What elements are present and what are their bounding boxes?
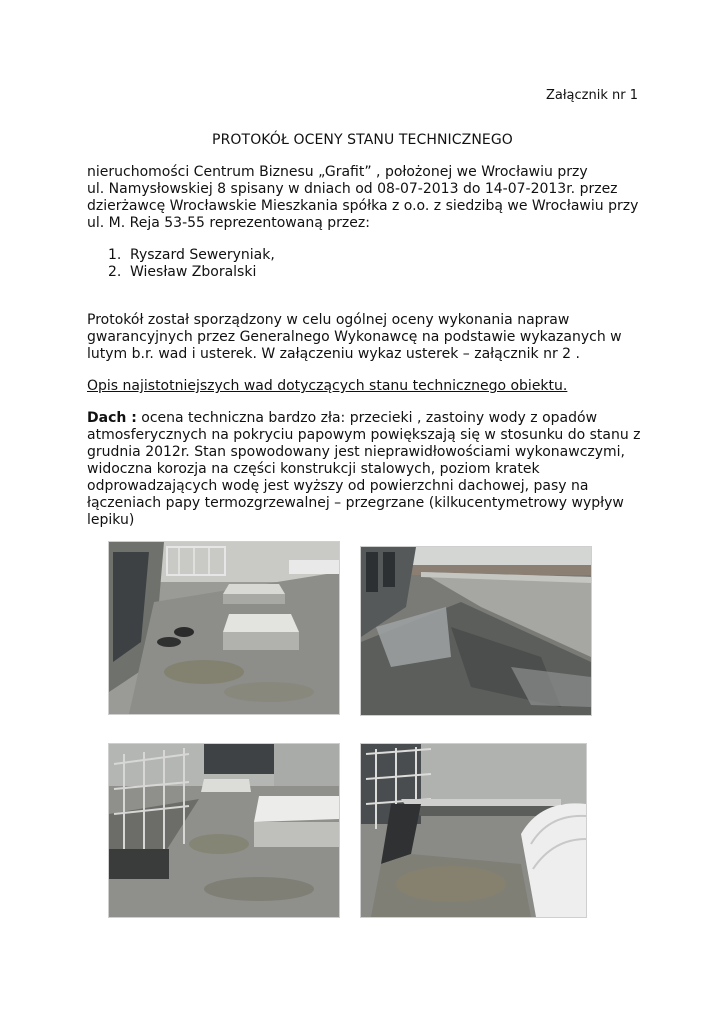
intro-line-4: ul. M. Reja 53-55 reprezentowaną przez:	[87, 215, 370, 231]
list-number: 2.	[108, 264, 122, 280]
roof-line-2: atmosferycznych na pokryciu papowym powiększają się w stosunku do stanu z	[87, 427, 641, 443]
section-heading: Opis najistotniejszych wad dotyczących stanu technicznego obiektu.	[87, 378, 568, 394]
representative-name: Wiesław Zboralski	[130, 264, 257, 280]
roof-line-6: łączeniach papy termozgrzewalnej – przegrzane (kilkucentymetrowy wypływ	[87, 495, 624, 511]
roof-photo-skylights	[108, 541, 340, 715]
intro-line-2: ul. Namysłowskiej 8 spisany w dniach od 08-07-2013 do 14-07-2013r. przez	[87, 181, 618, 197]
annex-label: Załącznik nr 1	[545, 88, 638, 103]
roof-label: Dach :	[87, 410, 137, 426]
roof-assessment: ocena techniczna bardzo zła: przecieki , zastoiny wody z opadów	[136, 410, 598, 426]
roof-photo-water-pooling	[360, 546, 592, 716]
roof-line-4: widoczna korozja na części konstrukcji stalowych, poziom kratek	[87, 461, 540, 477]
roof-line-1	[87, 410, 597, 427]
roof-photo-railing	[108, 743, 340, 918]
purpose-line-1: Protokół został sporządzony w celu ogólnej oceny wykonania napraw	[87, 312, 570, 328]
roof-line-5: odprowadzających wodę jest wyższy od powierzchni dachowej, pasy na	[87, 478, 589, 494]
intro-line-3: dzierżawcę Wrocławskie Mieszkania spółka z o.o. z siedzibą we Wrocławiu przy	[87, 198, 639, 214]
purpose-line-3: lutym b.r. wad i usterek. W załączeniu wykaz usterek – załącznik nr 2 .	[87, 346, 580, 362]
roof-line-7: lepiku)	[87, 512, 135, 528]
document-title: PROTOKÓŁ OCENY STANU TECHNICZNEGO	[212, 132, 513, 148]
purpose-line-2: gwarancyjnych przez Generalnego Wykonawcę na podstawie wykazanych w	[87, 329, 622, 345]
intro-line-1: nieruchomości Centrum Biznesu „Grafit” , położonej we Wrocławiu przy	[87, 164, 588, 180]
representative-name: Ryszard Seweryniak,	[130, 247, 275, 263]
roof-line-3: grudnia 2012r. Stan spowodowany jest nieprawidłowościami wykonawczymi,	[87, 444, 626, 460]
list-number: 1.	[108, 247, 122, 263]
roof-photo-corner-skylight	[360, 743, 587, 918]
